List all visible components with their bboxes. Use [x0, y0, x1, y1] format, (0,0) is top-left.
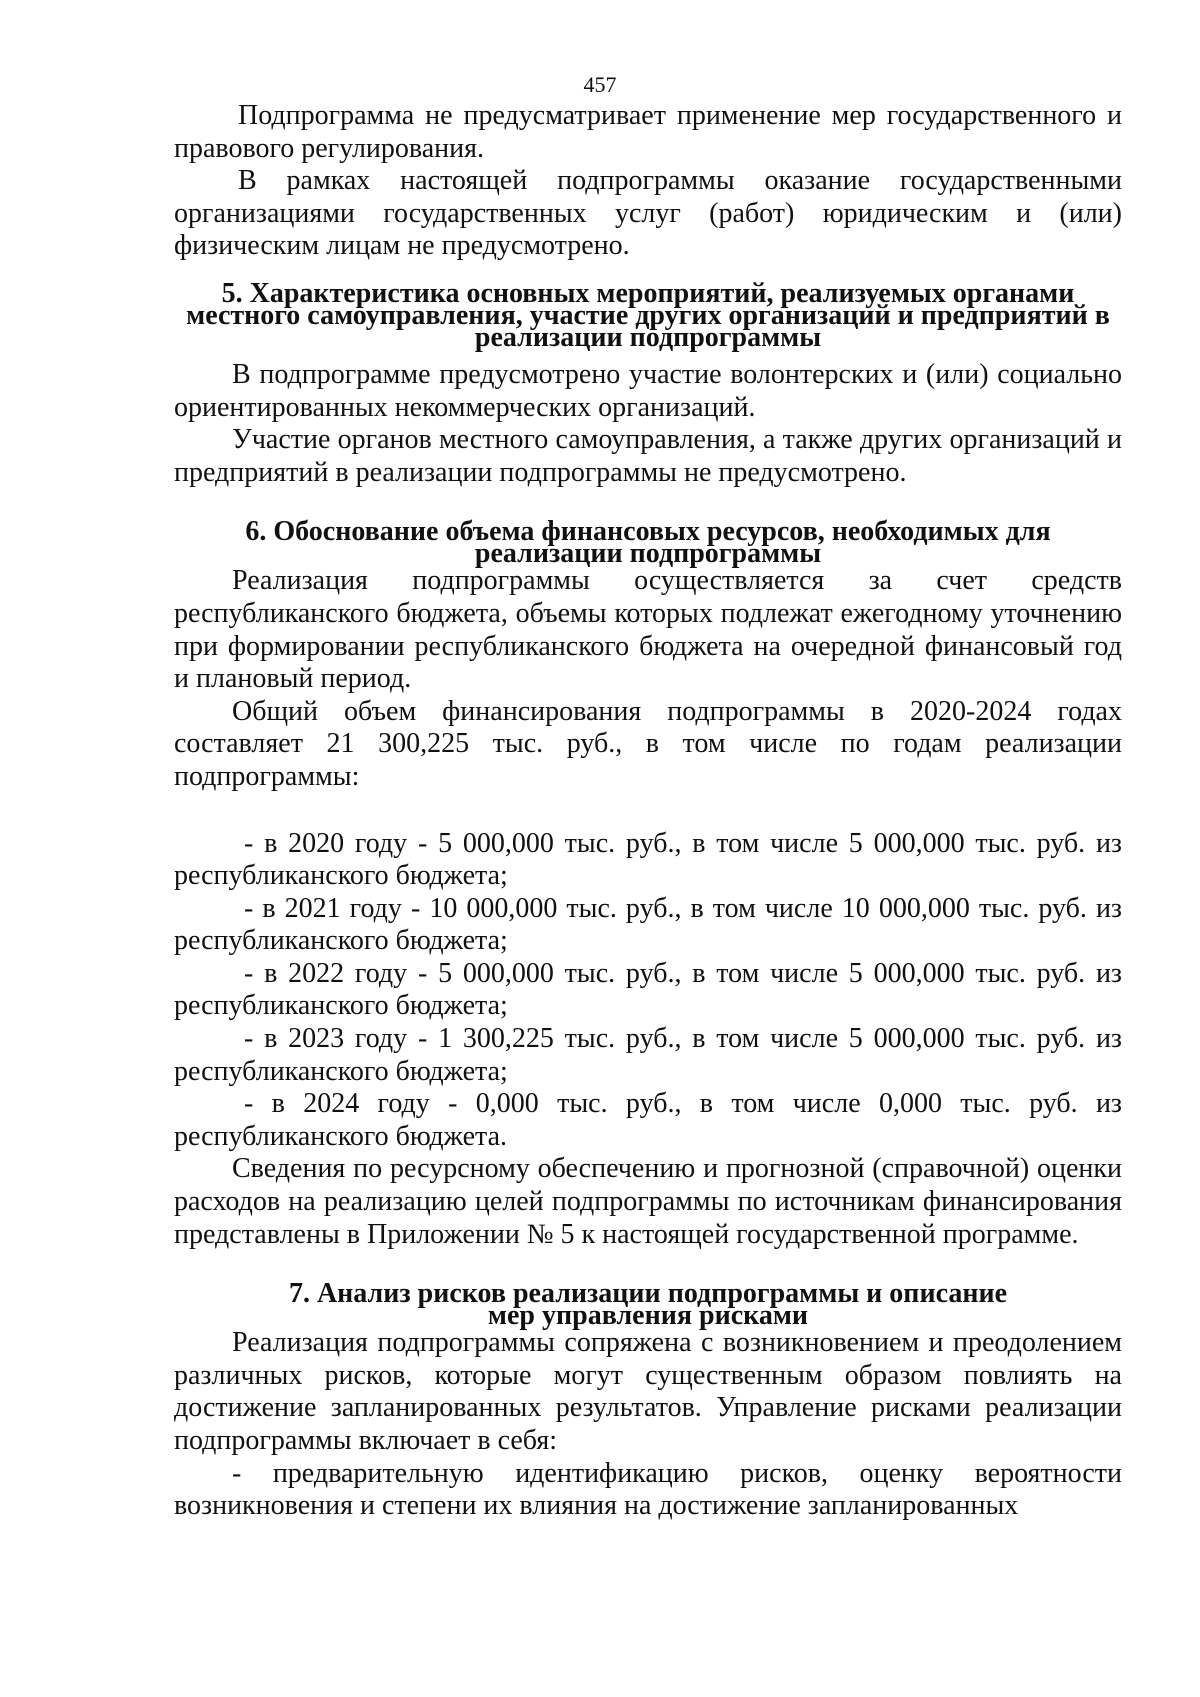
funding-by-year-list	[174, 828, 1122, 1154]
section-7-heading-line: 7. Анализ рисков реализации подпрограммы и описание	[288, 1278, 1008, 1310]
paragraph-regulation: Подпрограмма не предусматривает применение мер государственного и правового регулирования.	[174, 100, 1122, 164]
section-5-heading-line: 5. Характеристика основных мероприятий, реализуемых органами	[221, 277, 1075, 309]
section-7-heading-line: мер управления рисками	[487, 1300, 809, 1332]
document-body	[174, 100, 1122, 1523]
section-5-paragraph: В подпрограмме предусмотрено участие волонтерских и (или) социально ориентированных некоммерческих организаций.	[174, 358, 1122, 423]
funding-year-item: - в 2022 году - 5 000,000 тыс. руб., в том числе 5 000,000 тыс. руб. из республиканского бюджета;	[174, 957, 1122, 1022]
section-7-paragraph: - предварительную идентификацию рисков, оценку вероятности возникновения и степени их влияния на достижение запланированных	[174, 1457, 1122, 1522]
paragraph-services: В рамках настоящей подпрограммы оказание государственными организациями государственных услуг (работ) юридическим и (или) физическим лицам не предусмотрено.	[174, 165, 1122, 262]
funding-year-item: - в 2021 году - 10 000,000 тыс. руб., в том числе 10 000,000 тыс. руб. из республиканского бюджета;	[174, 892, 1122, 957]
funding-year-item: - в 2024 году - 0,000 тыс. руб., в том числе 0,000 тыс. руб. из республиканского бюджета.	[174, 1088, 1122, 1152]
section-5-heading-line: реализации подпрограммы	[474, 321, 822, 353]
section-5-paragraph: Участие органов местного самоуправления, а также других организаций и предприятий в реализации подпрограммы не предусмотрено.	[174, 424, 1122, 488]
funding-year-item: - в 2023 году - 1 300,225 тыс. руб., в том числе 5 000,000 тыс. руб. из республиканского бюджета;	[174, 1023, 1122, 1087]
section-6-paragraph: Реализация подпрограммы осуществляется за счет средств республиканского бюджета, объемы которых подлежат ежегодному уточнению при формировании республиканского бюджета на очередной финансовый год и плановый период.	[174, 565, 1122, 695]
page-number: 457	[583, 72, 617, 97]
section-5-heading-line: местного самоуправления, участие других организаций и предприятий в	[186, 299, 1110, 331]
section-7-heading	[174, 1278, 1122, 1332]
section-6-heading	[174, 516, 1122, 570]
section-5-heading	[174, 277, 1122, 353]
section-6-paragraph: Общий объем финансирования подпрограммы в 2020-2024 годах составляет 21 300,225 тыс. руб., в том числе по годам реализации подпрограммы:	[174, 695, 1122, 792]
section-6-heading-line: 6. Обоснование объема финансовых ресурсов, необходимых для	[245, 516, 1051, 548]
section-7-paragraph: Реализация подпрограммы сопряжена с возникновением и преодолением различных рисков, которые могут существенным образом повлиять на достижение запланированных результатов. Управление рисками реализации подпрограммы включает в себя:	[174, 1327, 1122, 1456]
section-6-heading-line: реализации подпрограммы	[474, 538, 822, 570]
section-6-closing: Сведения по ресурсному обеспечению и прогнозной (справочной) оценки расходов на реализацию целей подпрограммы по источникам финансирования представлены в Приложении № 5 к настоящей государственной программе.	[174, 1153, 1122, 1250]
funding-year-item: - в 2020 году - 5 000,000 тыс. руб., в том числе 5 000,000 тыс. руб. из республиканского бюджета;	[174, 827, 1122, 892]
